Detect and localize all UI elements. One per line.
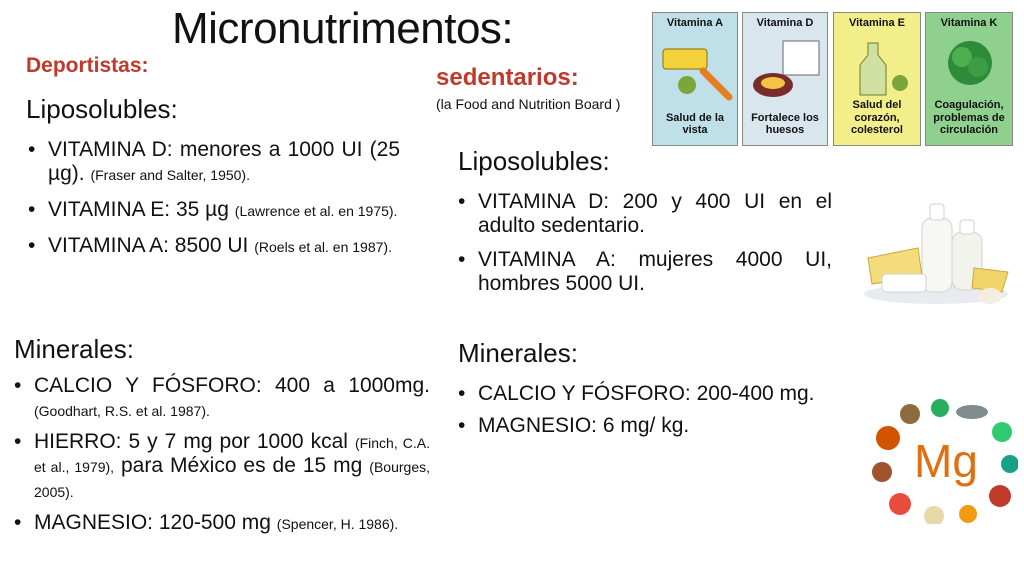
list-item: • CALCIO Y FÓSFORO: 400 a 1000mg. (Goodhart, R.S. et al. 1987). [12,374,430,422]
right-lipo-heading: Liposolubles: [458,146,610,176]
left-min-heading: Minerales: [14,334,134,364]
list-item: • CALCIO Y FÓSFORO: 200-400 mg. [456,382,836,406]
vitamin-card-d: Vitamina D Fortalece los huesos [742,12,828,146]
list-item: • VITAMINA D: 200 y 400 UI en el adulto sedentario. [456,190,832,238]
mg-label: Mg [914,435,978,487]
page-title: Micronutrimentos: [172,4,514,53]
right-min-list [456,382,836,438]
list-item: • MAGNESIO: 6 mg/ kg. [456,414,836,438]
food-illustration-icon [653,35,738,105]
list-item: • VITAMINA A: mujeres 4000 UI, hombres 5000 UI. [456,248,832,296]
left-lipo-list [26,138,400,259]
group-title-deportistas: Deportistas: [26,54,149,77]
source-note: (la Food and Nutrition Board ) [436,96,621,112]
vitamin-card-e: Vitamina E Salud del corazón, colesterol [833,12,921,146]
vitamin-card-a: Vitamina A Salud de la vista [652,12,738,146]
oil-bottle-icon [834,35,921,105]
list-item: • VITAMINA E: 35 µg (Lawrence et al. en 1975). [26,198,400,222]
left-min-list [12,374,430,535]
left-lipo-heading: Liposolubles: [26,94,178,124]
vitamin-card-k: Vitamina K Coagulación, problemas de circulación [925,12,1013,146]
magnesium-foods-image [868,398,1018,524]
list-item: • VITAMINA D: menores a 1000 UI (25 µg). (Fraser and Salter, 1950). [26,138,400,186]
list-item: • HIERRO: 5 y 7 mg por 1000 kcal (Finch, C.A. et al., 1979), para México es de 15 mg (Bourges, 2005). [12,430,430,502]
group-title-sedentarios: sedentarios: [436,64,579,91]
dairy-products-image [862,198,1010,306]
list-item: • VITAMINA A: 8500 UI (Roels et al. en 1987). [26,234,400,258]
lettuce-icon [926,33,1013,93]
right-lipo-list [456,190,832,297]
list-item: • MAGNESIO: 120-500 mg (Spencer, H. 1986). [12,511,430,535]
right-min-heading: Minerales: [458,338,578,368]
milk-icon [743,35,828,105]
